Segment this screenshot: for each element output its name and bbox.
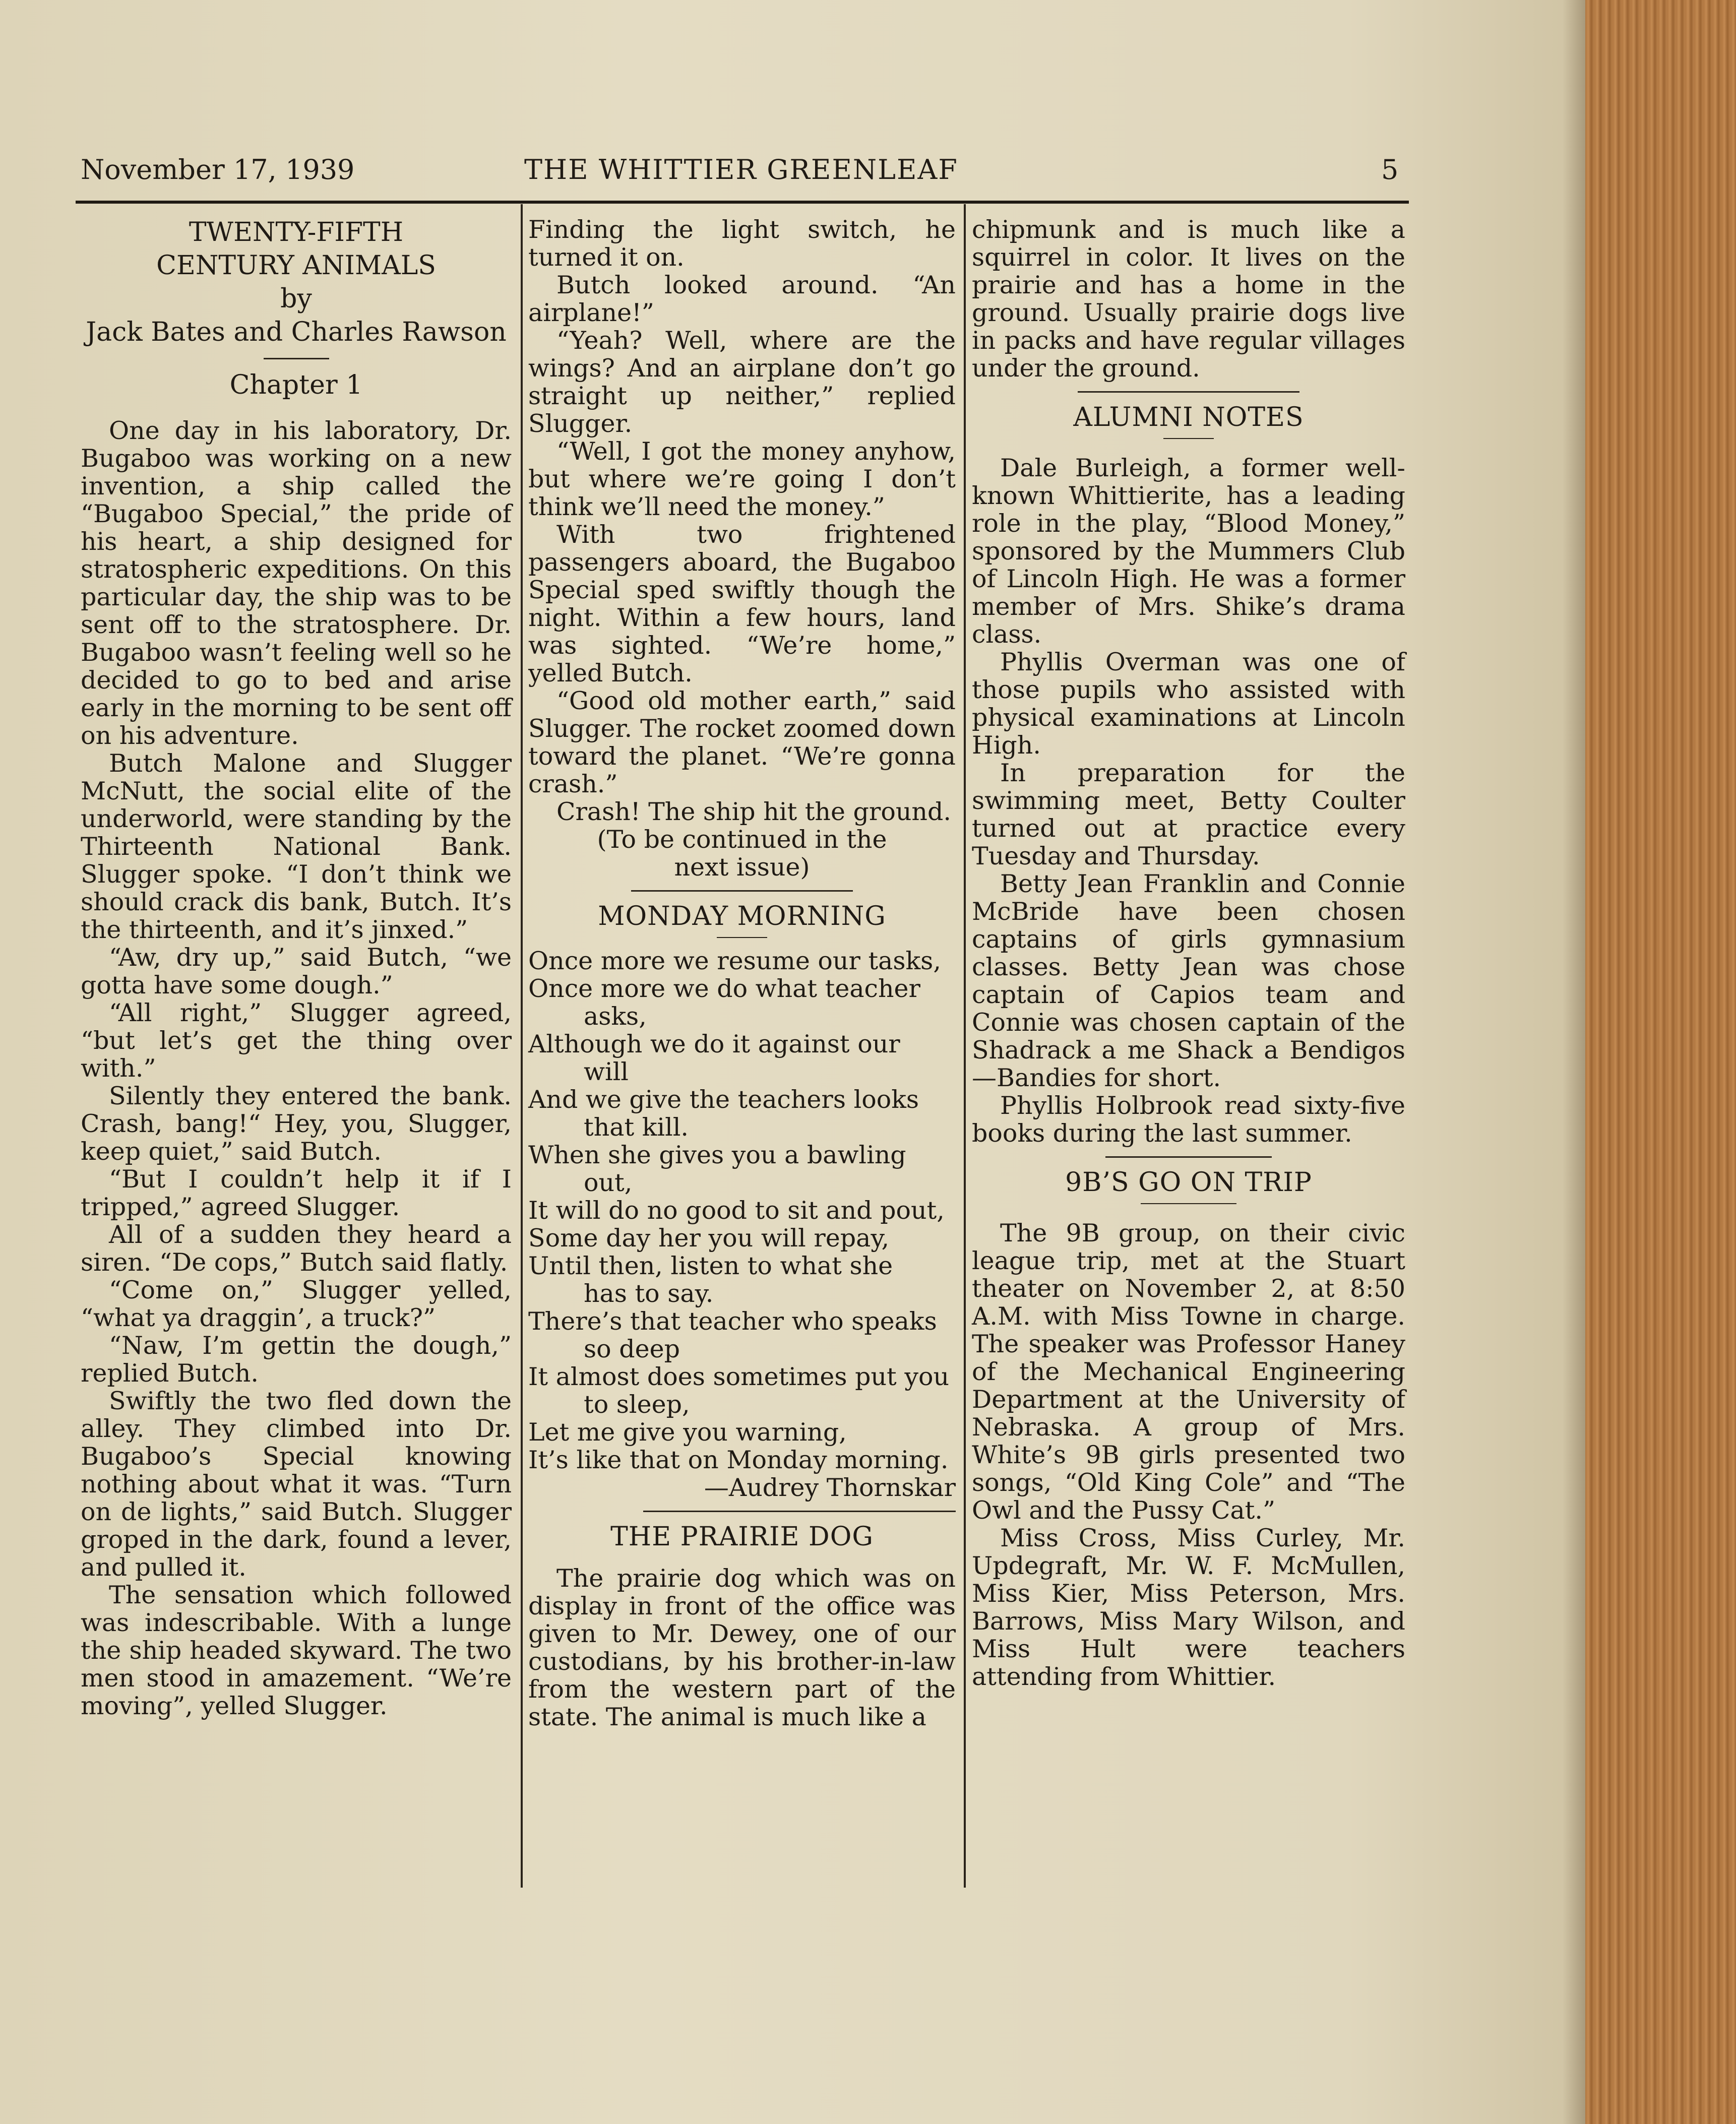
poem-line: It’s like that on Monday morning. bbox=[528, 1446, 949, 1474]
poem-line: Once more we resume our tasks, bbox=[528, 947, 941, 975]
poem-line: will bbox=[584, 1057, 629, 1086]
section-divider bbox=[643, 1511, 956, 1512]
header-rule bbox=[76, 201, 1409, 204]
issue-date: November 17, 1939 bbox=[81, 154, 355, 185]
poem-line: to sleep, bbox=[584, 1390, 690, 1419]
section-divider bbox=[1105, 1156, 1272, 1158]
poem-line: that kill. bbox=[584, 1113, 689, 1142]
poem-line: Some day her you will repay, bbox=[528, 1224, 890, 1253]
continued-note-line2: next issue) bbox=[674, 853, 810, 882]
poem-line: asks, bbox=[584, 1002, 647, 1031]
alumni-paragraph: Betty Jean Franklin and Connie McBride have been chosen captains of girls gymnasium classes. Betty Jean was chose captain of Capios team and Connie was chosen captain of the Shadrack a me Shack a Bendigos —Bandies for short. bbox=[972, 869, 1405, 1092]
masthead: THE WHITTIER GREENLEAF bbox=[524, 154, 958, 185]
story-byline-by: by bbox=[280, 284, 312, 314]
story-paragraph: “Good old mother earth,” said Slugger. The rocket zoomed down toward the planet. “We’re gonna crash.” bbox=[528, 686, 956, 798]
chapter-heading: Chapter 1 bbox=[229, 370, 363, 400]
story-authors: Jack Bates and Charles Rawson bbox=[86, 317, 507, 347]
story-paragraph: With two frightened passengers aboard, the Bugaboo Special sped swiftly though the night. Within a few hours, land was sighted. “We’re home,” yelled Butch. bbox=[528, 520, 956, 688]
column-divider-2 bbox=[964, 204, 966, 1888]
section-divider bbox=[1078, 391, 1299, 393]
prairie-dog-title: THE PRAIRIE DOG bbox=[610, 1522, 874, 1552]
story-paragraph: Butch looked around. “An airplane!” bbox=[528, 271, 956, 327]
story-title-line2: CENTURY ANIMALS bbox=[156, 251, 436, 281]
column-divider-1 bbox=[521, 204, 523, 1888]
story-paragraph: “Aw, dry up,” said Butch, “we gotta have some dough.” bbox=[81, 943, 512, 999]
poem-line: It will do no good to sit and pout, bbox=[528, 1196, 945, 1225]
story-paragraph: One day in his laboratory, Dr. Bugaboo was working on a new invention, a ship called the “Bugaboo Special,” the pride of his heart, a ship designed for stratospheric expeditions. On this particular day, the ship was to be sent off to the stratosphere. Dr. Bugaboo wasn’t feeling well so he decided to go to bed and arise early in the morning to be sent off on his adventure. bbox=[81, 416, 512, 750]
alumni-paragraph: Phyllis Holbrook read sixty-five books during the last summer. bbox=[972, 1091, 1405, 1148]
poem-line: When she gives you a bawling bbox=[528, 1141, 906, 1169]
alumni-paragraph: Phyllis Overman was one of those pupils who assisted with physical examinations at Lincoln High. bbox=[972, 648, 1405, 760]
poem-line: Until then, listen to what she bbox=[528, 1252, 893, 1280]
story-continued-paragraph: Finding the light switch, he turned it on. bbox=[528, 215, 956, 272]
story-title-line1: TWENTY-FIFTH bbox=[189, 217, 404, 247]
prairie-dog-continued: chipmunk and is much like a squirrel in color. It lives on the prairie and has a home in the ground. Usually prairie dogs live in packs and have regular villages under the ground. bbox=[972, 215, 1405, 383]
trip-paragraph: The 9B group, on their civic league trip, met at the Stuart theater on November 2, at 8:50 A.M. with Miss Towne in charge. The speaker was Professor Haney of the Mechanical Engineering Department at the University of Nebraska. A group of Mrs. White’s 9B girls presented two songs, “Old King Cole” and “The Owl and the Pussy Cat.” bbox=[972, 1219, 1405, 1525]
story-paragraph: “All right,” Slugger agreed, “but let’s get the thing over with.” bbox=[81, 998, 512, 1083]
title-divider bbox=[264, 358, 329, 359]
story-paragraph: Butch Malone and Slugger McNutt, the social elite of the underworld, were standing by the Thirteenth National Bank. Slugger spoke. “I don’t think we should crack dis bank, Butch. It’s the thirteenth, and it’s jinxed.” bbox=[81, 749, 512, 944]
poem-line: has to say. bbox=[584, 1279, 714, 1308]
story-paragraph: “But I couldn’t help it if I tripped,” agreed Slugger. bbox=[81, 1165, 512, 1221]
story-paragraph: All of a sudden they heard a siren. “De cops,” Butch said flatly. bbox=[81, 1220, 512, 1277]
poem-body bbox=[528, 947, 956, 1474]
alumni-title-underline bbox=[1163, 438, 1214, 439]
column-1 bbox=[81, 216, 512, 1720]
story-paragraph: “Well, I got the money anyhow, but where we’re going I don’t think we’ll need the money.” bbox=[528, 437, 956, 521]
story-paragraph: “Yeah? Well, where are the wings? And an airplane don’t go straight up neither,” replied Slugger. bbox=[528, 326, 956, 438]
trip-title: 9B’S GO ON TRIP bbox=[1065, 1167, 1312, 1198]
section-divider bbox=[631, 890, 853, 892]
poem-line: There’s that teacher who speaks bbox=[528, 1307, 937, 1336]
story-paragraph: “Naw, I’m gettin the dough,” replied Butch. bbox=[81, 1331, 512, 1388]
continued-note-line1: (To be continued in the bbox=[597, 825, 887, 854]
story-paragraph: Crash! The ship hit the ground. bbox=[556, 797, 951, 826]
poem-line: And we give the teachers looks bbox=[528, 1085, 919, 1114]
poem-line: so deep bbox=[584, 1335, 680, 1363]
poem-title-underline bbox=[717, 937, 767, 938]
alumni-notes-title: ALUMNI NOTES bbox=[1073, 402, 1304, 432]
trip-title-underline bbox=[1141, 1203, 1236, 1204]
page-header bbox=[81, 154, 1411, 199]
poem-line: It almost does sometimes put you bbox=[528, 1362, 950, 1391]
alumni-paragraph: Dale Burleigh, a former well-known Whittierite, has a leading role in the play, “Blood Money,” sponsored by the Mummers Club of Lincoln High. He was a former member of Mrs. Shike’s drama class. bbox=[972, 454, 1405, 649]
alumni-paragraph: In preparation for the swimming meet, Betty Coulter turned out at practice every Tuesday and Thursday. bbox=[972, 759, 1405, 870]
page-number: 5 bbox=[1381, 154, 1399, 185]
book-binding-edge bbox=[1585, 0, 1736, 2124]
poem-signature: —Audrey Thornskar bbox=[704, 1473, 956, 1502]
poem-line: Although we do it against our bbox=[528, 1030, 900, 1058]
story-paragraph: Swiftly the two fled down the alley. They climbed into Dr. Bugaboo’s Special knowing nothing about what it was. “Turn on de lights,” said Butch. Slugger groped in the dark, found a lever, and pulled it. bbox=[81, 1387, 512, 1582]
story-paragraph: The sensation which followed was indescribable. With a lunge the ship headed skyward. The two men stood in amazement. “We’re moving”, yelled Slugger. bbox=[81, 1581, 512, 1720]
prairie-dog-paragraph: The prairie dog which was on display in front of the office was given to Mr. Dewey, one of our custodians, by his brother-in-law from the western part of the state. The animal is much like a bbox=[528, 1564, 956, 1731]
poem-line: Let me give you warning, bbox=[528, 1418, 847, 1447]
poem-title: MONDAY MORNING bbox=[598, 901, 886, 931]
story-paragraph: “Come on,” Slugger yelled, “what ya draggin’, a truck?” bbox=[81, 1276, 512, 1332]
column-3 bbox=[972, 216, 1405, 1691]
trip-paragraph: Miss Cross, Miss Curley, Mr. Updegraft, Mr. W. F. McMullen, Miss Kier, Miss Peterson, Mrs. Barrows, Miss Mary Wilson, and Miss Hult were teachers attending from Whittier. bbox=[972, 1524, 1405, 1691]
poem-line: Once more we do what teacher bbox=[528, 974, 920, 1003]
poem-line: out, bbox=[584, 1168, 633, 1197]
column-2 bbox=[528, 216, 956, 1731]
story-paragraph: Silently they entered the bank. Crash, bang!“ Hey, you, Slugger, keep quiet,” said Butch. bbox=[81, 1082, 512, 1166]
